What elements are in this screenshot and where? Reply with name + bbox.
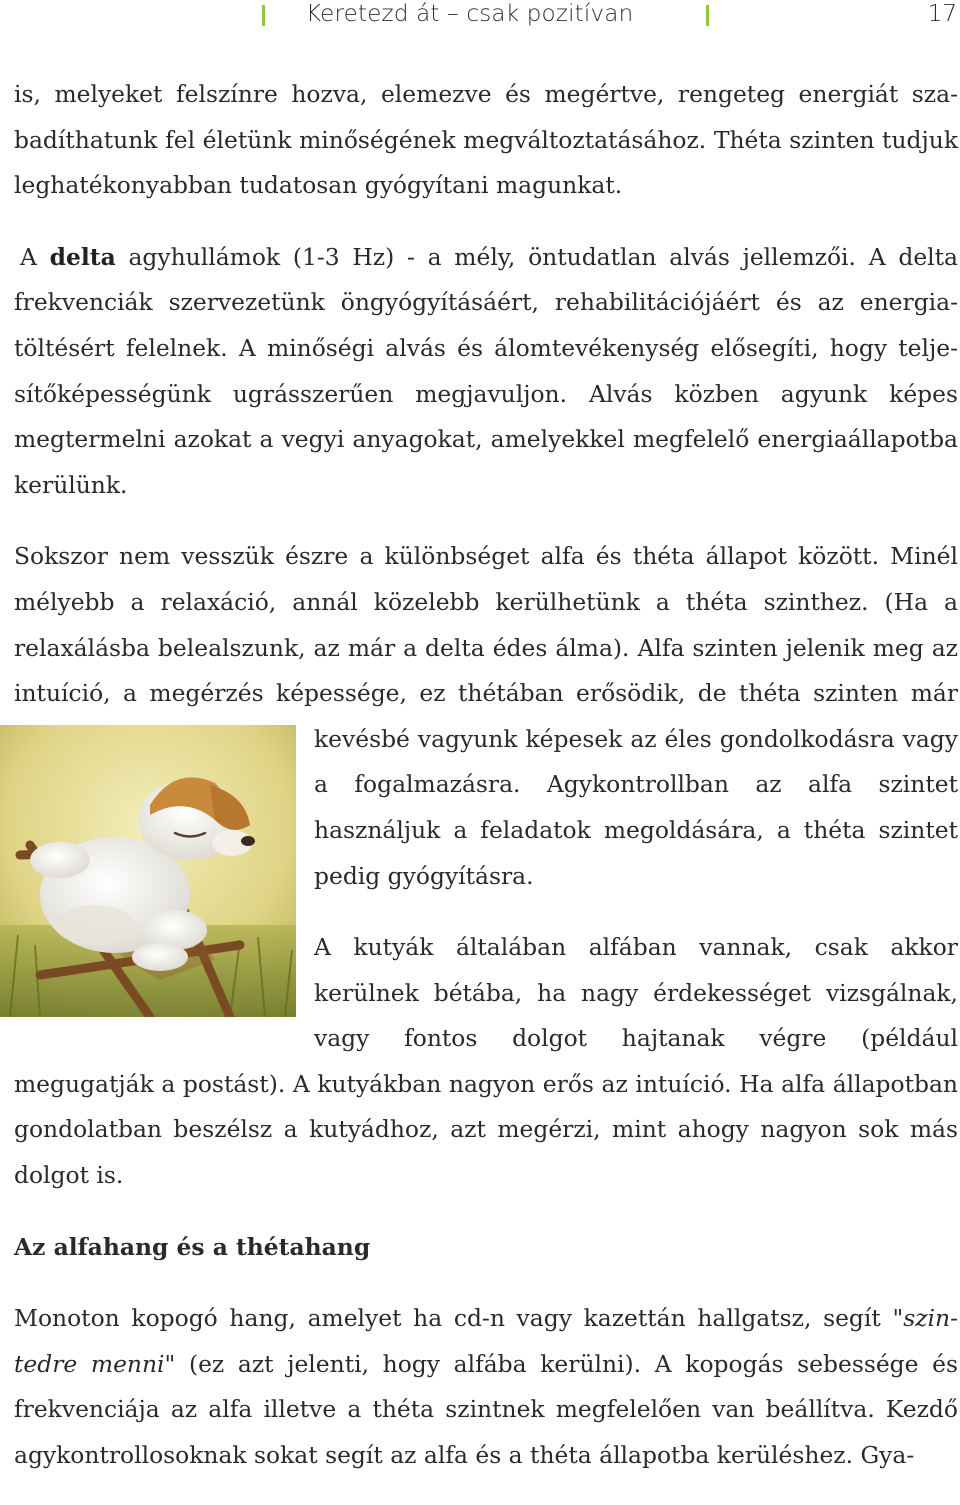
section-heading: Az alfahang és a thétahang [14, 1232, 371, 1261]
delta-prefix: A [20, 242, 50, 271]
sleeping-dog-photo [0, 725, 296, 1017]
running-title: Keretezd át – csak pozitívan [306, 1, 634, 27]
paragraph-theta-healing [14, 72, 958, 209]
paragraph-text-continued: már kevésbé vagyunk képesek az éles gondolkodásra vagy a fogalmazásra. Agykontrollban az alfa szintet használjuk a feladatok megoldására, a théta szintet pedig gyógyításra. [314, 679, 958, 890]
paragraph-text: is, melyeket felszínre hozva, elemezve és megértve, rengeteg energiát szabadíthatunk fel életünk minőségének megváltoztatásához. Théta szinten tudjuk leghatékonyabban tudatosan gyógyítani magunkat. [14, 80, 958, 200]
quoted-phrase: "szintedre menni" [14, 1304, 958, 1378]
paragraph-text: A kutyák általában alfában vannak, csak akkor kerülnek bétába, ha nagy érdekességet vizsgálnak, vagy fontos dolgot hajtanak végre (például megugatják a postást). A kutyákban nagyon erős az intuíció. Ha alfa állapotban gondolatban beszélsz a kutyádhoz, azt megérzi, mint ahogy nagyon sok más dolgot is. [14, 933, 958, 1190]
paragraph-alpha-sound [14, 1296, 958, 1478]
header-divider-left [262, 5, 265, 26]
delta-text: agyhullámok (1-3 Hz) - a mély, öntudatlan alvás jellemzői. A delta frekvenciák szervezetünk öngyógyításáért, rehabilitációjáért és az energiatöltésért felelnek. A minőségi alvás és álomtevékenység elősegíti, hogy teljesítőképességünk ugrásszerűen megjavuljon. Alvás közben agyunk képes megtermelni azokat a vegyi anyagokat, amelyekkel megfelelő energiaállapotba kerülünk. [14, 242, 958, 499]
paragraph-text: Monoton kopogó hang, amelyet ha cd-n vagy kazettán hallgatsz, segít [14, 1304, 893, 1333]
running-header [0, 0, 960, 32]
delta-term: delta [49, 242, 116, 271]
dog-illustration [0, 725, 296, 1017]
paragraph-text: Sokszor nem vesszük észre a különbséget alfa és théta állapot között. Minél mélyebb a relaxáció, annál közelebb kerülhetünk a théta szinthez. (Ha a relaxálásba belealszunk, az már a delta édes álma). Alfa szinten jelenik meg az intuíció, a megérzés képessége, ez thétában erősödik, de théta szinten [14, 542, 958, 708]
page-body [14, 72, 958, 1505]
paragraph-text-continued: (ez azt jelenti, hogy alfába kerülni). A kopogás sebessége és frekvenciája az alfa illetve a théta szintnek megfelelően van beállítva. Kezdő agykontrollosoknak sokat segít az alfa és a théta állapotba kerüléshez. Gya- [14, 1349, 958, 1470]
paragraph-delta-waves [14, 235, 958, 509]
header-divider-right [706, 5, 709, 26]
paragraph-alpha-theta [14, 534, 958, 899]
page-number: 17 [927, 1, 957, 27]
